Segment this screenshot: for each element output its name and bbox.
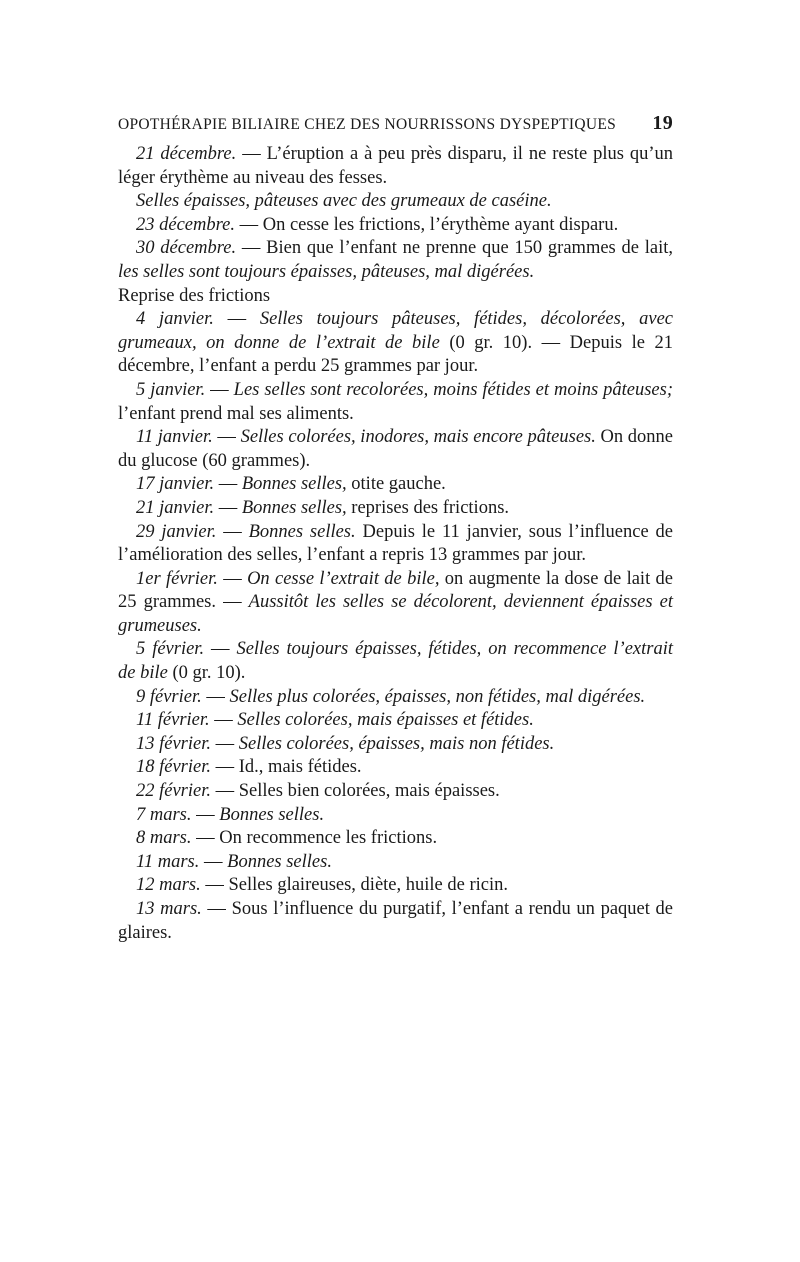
entry-dash: —	[199, 851, 228, 872]
entry-italic-text: Bonnes selles.	[248, 521, 356, 542]
journal-entry	[118, 898, 673, 945]
entry-text: Selles bien colorées, mais épaisses.	[238, 781, 500, 802]
entry-dash: —	[191, 804, 220, 825]
entry-text: Id., mais fétides.	[238, 757, 362, 778]
entry-dash: —	[211, 757, 239, 778]
entry-text: On recommence les frictions.	[219, 828, 438, 849]
entry-date: 13 mars.	[136, 899, 202, 919]
journal-entry	[118, 521, 673, 568]
journal-entry	[118, 709, 673, 733]
entry-dash: —	[236, 144, 267, 164]
entry-text-after: On donne du glucose (60 grammes).	[118, 427, 673, 471]
entry-italic-text: On cesse l’extrait de bile,	[247, 568, 440, 589]
entry-dash: —	[214, 497, 242, 518]
journal-entry	[118, 686, 673, 710]
entry-dash: —	[191, 828, 220, 849]
entry-italic-text: Selles colorées, épaisses, mais non fétides.	[238, 733, 555, 754]
journal-entry	[118, 237, 673, 284]
entry-date: 4 janvier.	[136, 309, 214, 330]
entry-date: 18 février.	[136, 757, 212, 778]
entry-date: 22 février.	[136, 781, 212, 802]
journal-entry	[118, 827, 673, 851]
entry-date: 7 mars.	[136, 804, 192, 825]
entry-dash: —	[211, 733, 239, 754]
book-page	[118, 112, 673, 945]
journal-entry	[118, 473, 673, 497]
journal-entry	[118, 285, 673, 309]
entry-italic-text: Selles toujours pâteuses, fétides, décolorées, avec grumeaux, on donne de l’extrait de bile	[118, 309, 673, 353]
entry-dash: —	[212, 427, 241, 448]
entry-italic-text: Bonnes selles.	[219, 804, 325, 825]
journal-entry	[118, 756, 673, 780]
entry-date: 9 février.	[136, 686, 202, 707]
entry-text: On cesse les frictions, l’érythème ayant disparu.	[262, 214, 619, 235]
entry-text-after: Depuis le 11 janvier, sous l’influence de l’amélioration des selles, l’enfant a repris 13 grammes par jour.	[118, 521, 674, 566]
entry-dash: —	[213, 309, 260, 330]
journal-entry	[118, 804, 673, 828]
entry-date: 23 décembre.	[136, 214, 235, 235]
entry-text-after: (0 gr. 10). — Depuis le 21 décembre, l’enfant a perdu 25 grammes par jour.	[118, 332, 673, 377]
entry-text-after: reprises des frictions.	[346, 497, 510, 518]
journal-entry	[118, 214, 673, 238]
entry-date: 30 décembre.	[136, 238, 237, 259]
entry-text: Reprise des frictions	[118, 285, 271, 306]
entry-date: 12 mars.	[136, 875, 201, 896]
running-head	[118, 112, 673, 135]
entry-italic-text: Les selles sont recolorées, moins fétides et moins pâteuses;	[233, 379, 674, 400]
entry-text: Sous l’influence du purgatif, l’enfant a rendu un paquet de glaires.	[118, 899, 673, 943]
entry-italic-text: Bonnes selles,	[241, 474, 347, 495]
journal-entry	[118, 379, 673, 426]
entry-text: L’éruption a à peu près disparu, il ne reste plus qu’un léger érythème au niveau des fesses.	[118, 144, 674, 188]
entry-dash: —	[217, 568, 248, 589]
entry-italic-text: Selles épaisses, pâteuses avec des grumeaux de caséine.	[136, 191, 552, 212]
entry-text: Selles glaireuses, diète, huile de ricin.	[228, 875, 508, 896]
entry-text-after: l’enfant prend mal ses aliments.	[118, 403, 354, 424]
entry-italic-text: Selles toujours épaisses, fétides, on recommence l’extrait de bile	[118, 639, 673, 684]
journal-entry	[118, 426, 673, 473]
entry-dash: —	[211, 781, 239, 802]
entry-dash: —	[205, 379, 234, 400]
entry-italic-end: Aussitôt les selles se décolorent, deviennent épaisses et grumeuses.	[118, 592, 674, 636]
entry-date: 5 février.	[136, 639, 205, 660]
entry-dash: —	[204, 639, 237, 660]
entry-text-after: on augmente la dose de lait de 25 grammes. —	[118, 568, 674, 613]
journal-entry	[118, 874, 673, 898]
entry-dash: —	[214, 474, 242, 495]
entry-date: 8 mars.	[136, 828, 192, 849]
entry-date: 11 février.	[136, 710, 210, 731]
journal-entry	[118, 851, 673, 875]
entry-italic-text: Bonnes selles.	[227, 851, 332, 872]
journal-entry	[118, 733, 673, 757]
journal-entry	[118, 780, 673, 804]
entry-italic-text: Selles colorées, inodores, mais encore pâteuses.	[240, 427, 596, 448]
entry-dash: —	[236, 238, 267, 259]
entry-date: 21 décembre.	[136, 144, 237, 164]
entry-date: 11 janvier.	[136, 427, 213, 448]
entry-date: 5 janvier.	[136, 379, 206, 400]
entry-dash: —	[201, 899, 232, 919]
journal-entry	[118, 638, 673, 685]
journal-entry	[118, 568, 673, 639]
journal-entry	[118, 497, 673, 521]
entry-dash: —	[209, 710, 238, 731]
journal-entry	[118, 190, 673, 214]
entry-date: 13 février.	[136, 733, 212, 754]
entry-date: 17 janvier.	[136, 474, 215, 495]
entry-date: 1er février.	[136, 568, 218, 589]
entry-dash: —	[200, 875, 229, 896]
running-title: OPOTHÉRAPIE BILIAIRE CHEZ DES NOURRISSONS DYSPEPTIQUES	[118, 116, 617, 133]
entry-dash: —	[216, 521, 249, 542]
page-number: 19	[652, 112, 673, 134]
entry-text: Bien que l’enfant ne prenne que 150 grammes de lait,	[266, 238, 673, 259]
body-text	[118, 143, 673, 945]
entry-italic-text: Selles plus colorées, épaisses, non fétides, mal digérées.	[229, 686, 646, 707]
entry-text-after: otite gauche.	[346, 474, 446, 495]
entry-date: 29 janvier.	[136, 521, 217, 542]
journal-entry	[118, 143, 673, 190]
entry-date: 21 janvier.	[136, 497, 215, 518]
entry-date: 11 mars.	[136, 851, 200, 872]
journal-entry	[118, 308, 673, 379]
entry-text-after: (0 gr. 10).	[167, 663, 246, 684]
entry-dash: —	[201, 686, 230, 707]
entry-italic-text: les selles sont toujours épaisses, pâteuses, mal digérées.	[118, 261, 535, 282]
entry-dash: —	[234, 214, 263, 235]
entry-italic-text: Bonnes selles,	[241, 497, 347, 518]
entry-italic-text: Selles colorées, mais épaisses et fétides.	[237, 710, 534, 731]
